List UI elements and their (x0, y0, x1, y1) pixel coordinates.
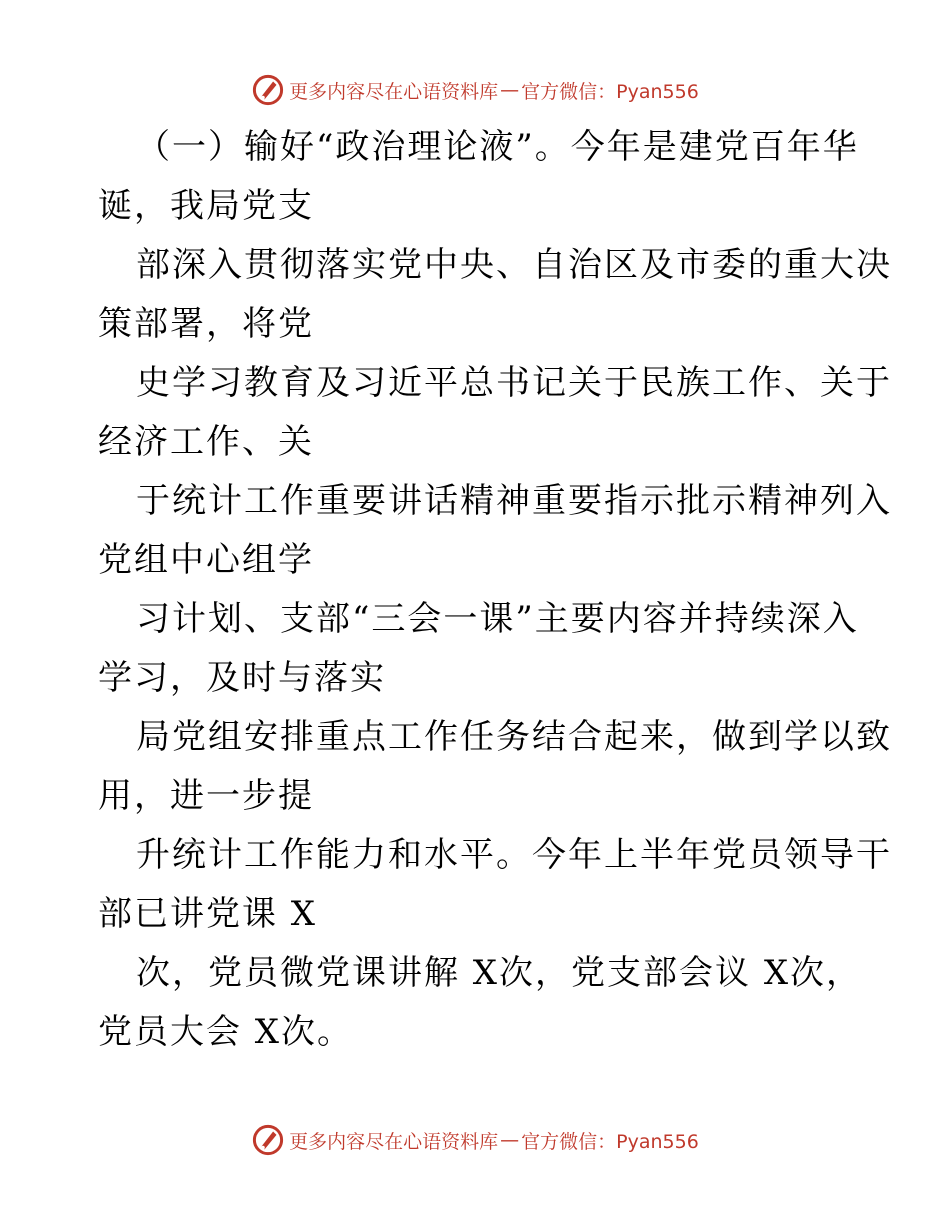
banner-wechat-text: 官方微信：Pyan556 (521, 80, 699, 103)
document-body (98, 118, 892, 1062)
paragraph-line: 局党组安排重点工作任务结合起来，做到学以致 (136, 717, 892, 757)
paragraph-line: 升统计工作能力和水平。今年上半年党员领导干 (136, 835, 892, 875)
pen-nib-logo-icon (251, 73, 285, 107)
paragraph-line: 部已讲党课 X (98, 894, 318, 934)
paragraph-line: 习计划、支部“三会一课”主要内容并持续深入 (136, 599, 859, 639)
paragraph-line: 部深入贯彻落实党中央、自治区及市委的重大决 (136, 245, 892, 285)
paragraph-line: 党员大会 X次。 (98, 1012, 354, 1052)
paragraph-line: 经济工作、关 (98, 422, 314, 462)
paragraph-line: （一）输好“政治理论液”。今年是建党百年华 (136, 127, 859, 167)
footer-watermark-banner (0, 1120, 950, 1160)
header-watermark-banner (0, 70, 950, 110)
paragraph-line: 次，党员微党课讲解 X次，党支部会议 X次， (136, 953, 863, 993)
paragraph-line: 用，进一步提 (98, 776, 314, 816)
paragraph-line: 学习，及时与落实 (98, 658, 386, 698)
banner-site-text: 更多内容尽在心语资料库 (289, 1130, 499, 1153)
paragraph-line: 史学习教育及习近平总书记关于民族工作、关于 (136, 363, 892, 403)
paragraph-line: 策部署，将党 (98, 304, 314, 344)
banner-wechat-text: 官方微信：Pyan556 (521, 1130, 699, 1153)
pen-nib-logo-icon (251, 1123, 285, 1157)
paragraph-line: 诞，我局党支 (98, 186, 314, 226)
banner-separator: — (500, 1129, 520, 1151)
banner-site-text: 更多内容尽在心语资料库 (289, 80, 499, 103)
banner-separator: — (500, 79, 520, 101)
paragraph-line: 于统计工作重要讲话精神重要指示批示精神列入 (136, 481, 892, 521)
paragraph-line: 党组中心组学 (98, 540, 314, 580)
